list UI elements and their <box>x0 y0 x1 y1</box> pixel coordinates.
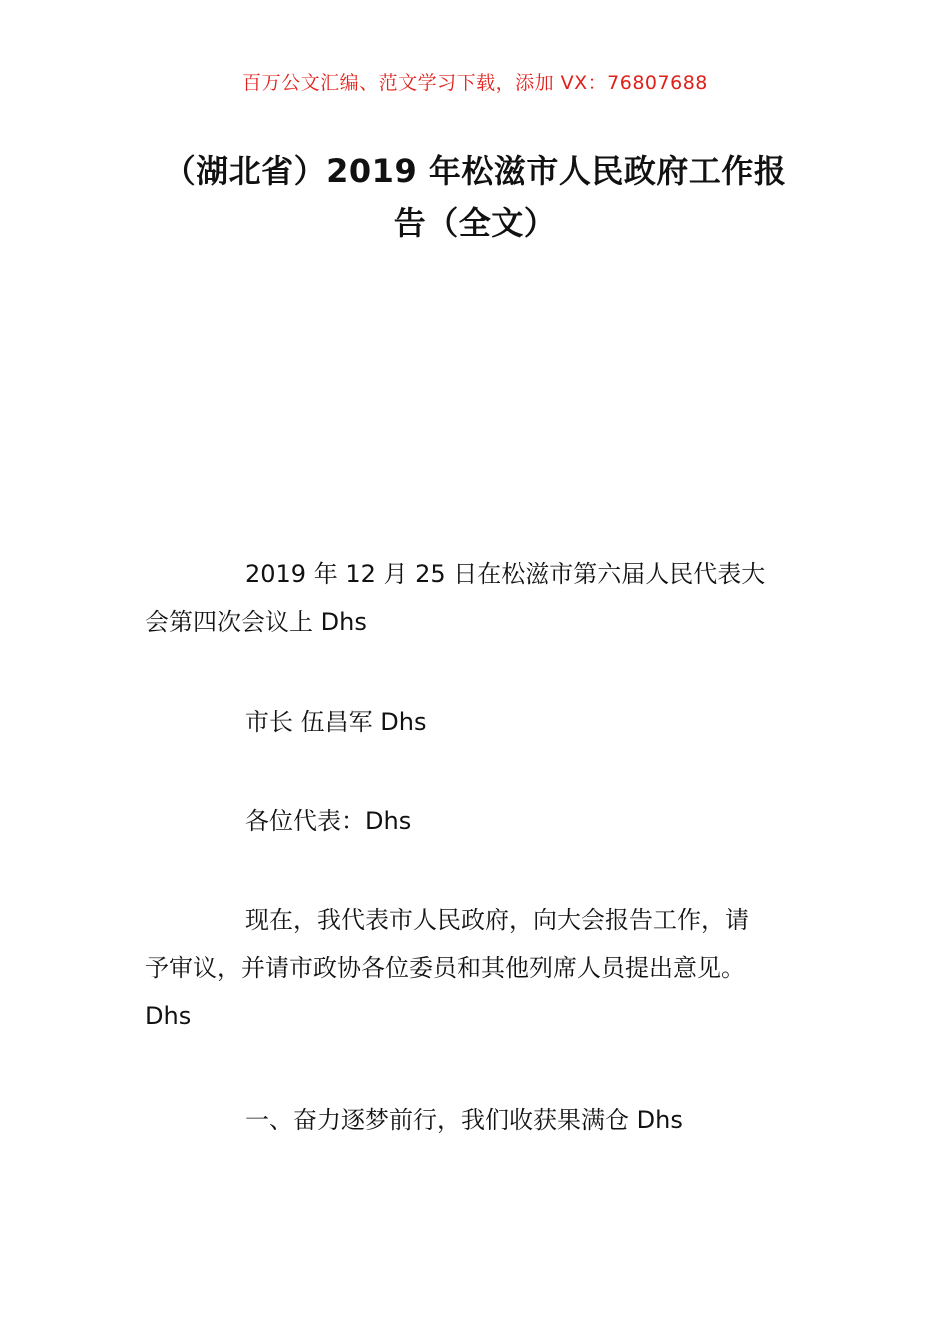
title-line-1: （湖北省）2019 年松滋市人民政府工作报 <box>163 152 787 190</box>
header-watermark-note: 百万公文汇编、范文学习下载，添加 VX：76807688 <box>242 72 708 94</box>
greeting-line: 各位代表：Dhs <box>245 807 412 835</box>
intro-line-3: Dhs <box>145 1002 192 1030</box>
intro-line-1: 现在，我代表市人民政府，向大会报告工作，请 <box>245 906 749 934</box>
greeting-paragraph <box>145 797 810 845</box>
intro-paragraph <box>145 896 810 1040</box>
mayor-paragraph <box>145 698 810 746</box>
mayor-line: 市长 伍昌军 Dhs <box>245 708 427 736</box>
intro-line-2: 予审议，并请市政协各位委员和其他列席人员提出意见。 <box>145 954 745 982</box>
section-heading-1 <box>145 1096 810 1144</box>
section-heading-1-text: 一、奋力逐梦前行，我们收获果满仓 Dhs <box>245 1106 683 1134</box>
document-title <box>145 145 805 249</box>
date-paragraph <box>145 550 810 646</box>
title-line-2: 告（全文） <box>393 204 557 242</box>
date-line-1: 2019 年 12 月 25 日在松滋市第六届人民代表大 <box>245 560 766 588</box>
date-line-2: 会第四次会议上 Dhs <box>145 608 367 636</box>
